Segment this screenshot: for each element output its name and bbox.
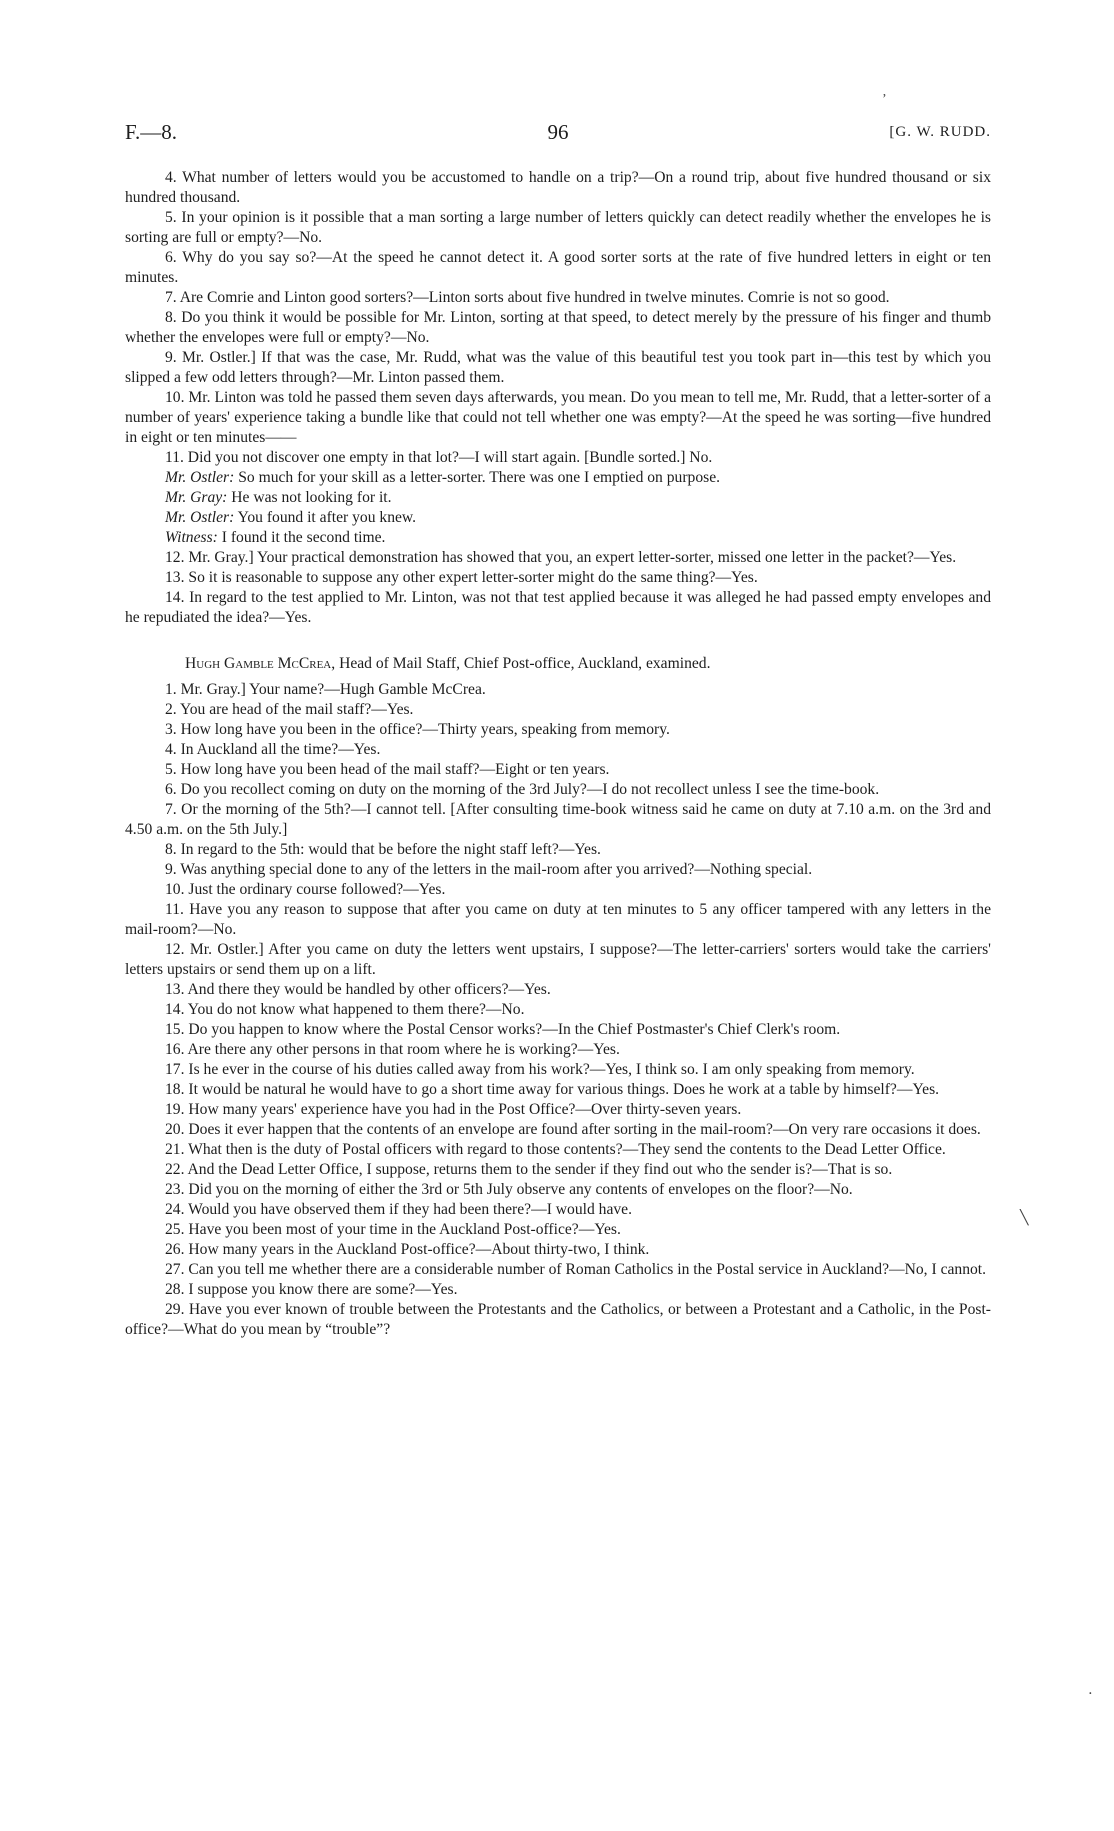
- transcript-body: [125, 168, 991, 1340]
- question-answer: 26. How many years in the Auckland Post-office?—About thirty-two, I think.: [165, 1241, 650, 1258]
- question-answer: 28. I suppose you know there are some?—Yes.: [165, 1281, 458, 1298]
- witness-name: Hugh Gamble McCrea: [185, 655, 332, 672]
- question-answer: 5. How long have you been head of the mail staff?—Eight or ten years.: [165, 761, 610, 778]
- question-answer: 20. Does it ever happen that the contents of an envelope are found after sorting in the mail-room?—On very rare occasions it does.: [165, 1121, 981, 1138]
- question-answer: 22. And the Dead Letter Office, I suppose, returns them to the sender if they find out who the sender is?—That is so.: [165, 1161, 893, 1178]
- page-header: [125, 120, 991, 148]
- page-number: 96: [547, 120, 569, 144]
- question-answer: 4. What number of letters would you be accustomed to handle on a trip?—On a round trip, about five hundred thousand or six hundred thousand.: [125, 169, 991, 206]
- question-answer: 7. Are Comrie and Linton good sorters?—Linton sorts about five hundred in twelve minutes. Comrie is not so good.: [165, 289, 890, 306]
- question-answer: 8. In regard to the 5th: would that be before the night staff left?—Yes.: [165, 841, 601, 858]
- question-answer: 18. It would be natural he would have to go a short time away for various things. Does he work at a table by himself?—Yes.: [165, 1081, 940, 1098]
- mccrea-testimony: [125, 680, 991, 1340]
- question-answer: 1. Mr. Gray.] Your name?—Hugh Gamble McCrea.: [165, 681, 486, 698]
- question-answer: 3. How long have you been in the office?—Thirty years, speaking from memory.: [165, 721, 670, 738]
- speaker: Mr. Gray:: [165, 489, 228, 506]
- scan-speck: ․: [1088, 1683, 1093, 1698]
- question-answer: 4. In Auckland all the time?—Yes.: [165, 741, 381, 758]
- question-answer: 16. Are there any other persons in that room where he is working?—Yes.: [165, 1041, 620, 1058]
- witness-description: , Head of Mail Staff, Chief Post-office, Auckland, examined.: [331, 655, 711, 672]
- question-answer: 14. In regard to the test applied to Mr. Linton, was not that test applied because it was alleged he had passed empty envelopes and he repudiated the idea?—Yes.: [125, 589, 991, 626]
- question-answer: 6. Why do you say so?—At the speed he cannot detect it. A good sorter sorts at the rate of five hundred letters in eight or ten minutes.: [125, 249, 991, 286]
- question-answer: 21. What then is the duty of Postal officers with regard to those contents?—They send the contents to the Dead Letter Office.: [165, 1141, 946, 1158]
- question-answer: 12. Mr. Gray.] Your practical demonstration has showed that you, an expert letter-sorter, missed one letter in the packet?—Yes.: [165, 549, 957, 566]
- question-answer: 11. Did you not discover one empty in that lot?—I will start again. [Bundle sorted.] No.: [165, 449, 713, 466]
- question-answer: 12. Mr. Ostler.] After you came on duty the letters went upstairs, I suppose?—The letter-carriers' sorters would take the carriers' letters upstairs or send them up on a lift.: [125, 941, 991, 978]
- question-answer: 9. Mr. Ostler.] If that was the case, Mr. Rudd, what was the value of this beautiful test you took part in—this test by which you slipped a few odd letters through?—Mr. Linton passed them.: [125, 349, 991, 386]
- statement: He was not looking for it.: [227, 489, 392, 506]
- question-answer: 24. Would you have observed them if they had been there?—I would have.: [165, 1201, 632, 1218]
- statement: I found it the second time.: [217, 529, 386, 546]
- question-answer: 29. Have you ever known of trouble between the Protestants and the Catholics, or between a Protestant and a Catholic, in the Post-office?—What do you mean by “trouble”?: [125, 1301, 991, 1338]
- question-answer: 17. Is he ever in the course of his duties called away from his work?—Yes, I think so. I am only speaking from memory.: [165, 1061, 915, 1078]
- exchange-line: [125, 468, 991, 488]
- question-answer: 15. Do you happen to know where the Postal Censor works?—In the Chief Postmaster's Chief Clerk's room.: [165, 1021, 841, 1038]
- question-answer: 8. Do you think it would be possible for Mr. Linton, sorting at that speed, to detect merely by the pressure of his finger and thumb whether the envelopes were full or empty?—No.: [125, 309, 991, 346]
- question-answer: 19. How many years' experience have you had in the Post Office?—Over thirty-seven years.: [165, 1101, 742, 1118]
- question-answer: 11. Have you any reason to suppose that after you came on duty at ten minutes to 5 any officer tampered with any letters in the mail-room?—No.: [125, 901, 991, 938]
- statement: So much for your skill as a letter-sorter. There was one I emptied on purpose.: [234, 469, 721, 486]
- question-answer: 13. And there they would be handled by other officers?—Yes.: [165, 981, 551, 998]
- exchange-line: [125, 528, 991, 548]
- witness-running-head: [G. W. RUDD.: [889, 124, 991, 140]
- question-answer: 27. Can you tell me whether there are a considerable number of Roman Catholics in the Postal service in Auckland?—No, I cannot.: [165, 1261, 987, 1278]
- rudd-testimony: [125, 168, 991, 628]
- question-answer: 10. Mr. Linton was told he passed them seven days afterwards, you mean. Do you mean to tell me, Mr. Rudd, that a letter-sorter of a number of years' experience taking a bundle like that could not tell whether one was empty?—At the speed he was sorting—five hundred in eight or ten minutes——: [125, 389, 991, 446]
- speaker: Witness:: [165, 529, 218, 546]
- speaker: Mr. Ostler:: [165, 509, 235, 526]
- witness-heading: [125, 654, 991, 674]
- question-answer: 6. Do you recollect coming on duty on the morning of the 3rd July?—I do not recollect unless I see the time-book.: [165, 781, 880, 798]
- paper-reference: F.—8.: [125, 120, 177, 144]
- scan-speck: ’: [882, 92, 887, 107]
- question-answer: 5. In your opinion is it possible that a man sorting a large number of letters quickly can detect readily whether the envelopes he is sorting are full or empty?—No.: [125, 209, 991, 246]
- question-answer: 23. Did you on the morning of either the 3rd or 5th July observe any contents of envelopes on the floor?—No.: [165, 1181, 853, 1198]
- scan-speck: ╲: [1020, 1211, 1029, 1226]
- question-answer: 14. You do not know what happened to them there?—No.: [165, 1001, 525, 1018]
- question-answer: 13. So it is reasonable to suppose any other expert letter-sorter might do the same thing?—Yes.: [165, 569, 758, 586]
- question-answer: 25. Have you been most of your time in the Auckland Post-office?—Yes.: [165, 1221, 621, 1238]
- question-answer: 2. You are head of the mail staff?—Yes.: [165, 701, 414, 718]
- speaker: Mr. Ostler:: [165, 469, 235, 486]
- statement: You found it after you knew.: [234, 509, 417, 526]
- question-answer: 10. Just the ordinary course followed?—Yes.: [165, 881, 446, 898]
- exchange-line: [125, 488, 991, 508]
- exchange-line: [125, 508, 991, 528]
- question-answer: 9. Was anything special done to any of the letters in the mail-room after you arrived?—Nothing special.: [165, 861, 813, 878]
- question-answer: 7. Or the morning of the 5th?—I cannot tell. [After consulting time-book witness said he came on duty at 7.10 a.m. on the 3rd and 4.50 a.m. on the 5th July.]: [125, 801, 991, 838]
